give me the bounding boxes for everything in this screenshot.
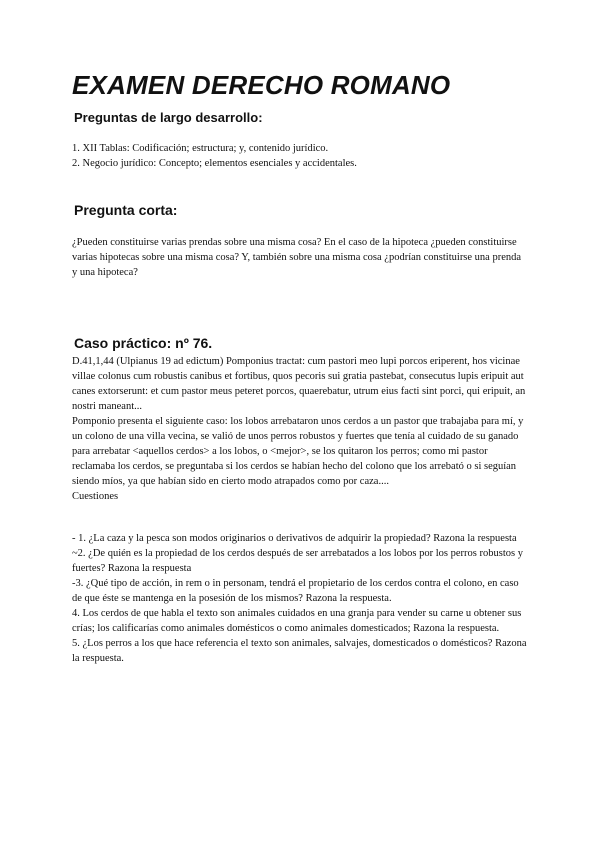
section-heading-largo-desarrollo: Preguntas de largo desarrollo: — [74, 110, 263, 125]
question-item: 4. Los cerdos de que habla el texto son animales cuidados en una granja para vender su carne u obtener sus crías; los calificarías como animales domésticos o como animales domesticados; Razona la respuesta. — [72, 608, 522, 634]
question-item: -3. ¿Qué tipo de acción, in rem o in personam, tendrá el propietario de los cerdos contra el colono, en caso de que éste se mantenga en la posesión de los mismos? Razona la respuesta. — [72, 578, 519, 604]
largo-desarrollo-list — [72, 141, 528, 171]
latin-source-paragraph: D.41,1,44 (Ulpianus 19 ad edictum) Pomponius tractat: cum pastori meo lupi porcos eriperent, hos vicinae villae colonus cum robustis canibus et fortibus, quos pecoris sui gratia pastebat, consecutus lupis eripuit aut canes extorserunt: et cum pastor meus peteret porcos, quaerebatur, utrum eius facti sint porci, qui eripuit, an nostri maneant... — [72, 356, 526, 412]
list-item: 1. XII Tablas: Codificación; estructura; y, contenido jurídico. — [72, 143, 329, 154]
question-item: - 1. ¿La caza y la pesca son modos originarios o derivativos de adquirir la propiedad? Razona la respuesta — [72, 533, 517, 544]
caso-practico-body — [72, 354, 528, 504]
spanish-translation-paragraph: Pomponio presenta el siguiente caso: los lobos arrebataron unos cerdos a un pastor que trabajaba para mí, y un colono de una villa vecina, se valió de unos perros robustos y fuertes que tenía al cuidado de su ganado para arrebatar <aquellos cerdos> a los lobos, o <mejor>, se los quitaron los perros; como mi pastor reclamaba los cerdos, se preguntaba si los cerdos se habían hecho del colono que los arrebató o si seguían siendo míos, ya que habían sido en cierto modo atrapados como por caza.... — [72, 416, 524, 487]
section-heading-caso-practico: Caso práctico: nº 76. — [74, 335, 213, 351]
question-item: ~2. ¿De quién es la propiedad de los cerdos después de ser arrebatados a los lobos por los perros robustos y fuertes? Razona la respuesta — [72, 548, 523, 574]
section-heading-pregunta-corta: Pregunta corta: — [74, 202, 178, 218]
cuestiones-list — [72, 531, 528, 666]
question-item: 5. ¿Los perros a los que hace referencia el texto son animales, salvajes, domesticados o domésticos? Razona la respuesta. — [72, 638, 527, 664]
list-item: 2. Negocio jurídico: Concepto; elementos esenciales y accidentales. — [72, 158, 357, 169]
paragraph-text: ¿Pueden constituirse varias prendas sobre una misma cosa? En el caso de la hipoteca ¿pueden constituirse varias hipotecas sobre una misma cosa? Y, también sobre una misma cosa ¿podrían constituirse una prenda y una hipoteca? — [72, 237, 522, 278]
pregunta-corta-paragraph — [72, 235, 528, 280]
document-title: EXAMEN DERECHO ROMANO — [72, 70, 451, 100]
cuestiones-label: Cuestiones — [72, 491, 119, 502]
